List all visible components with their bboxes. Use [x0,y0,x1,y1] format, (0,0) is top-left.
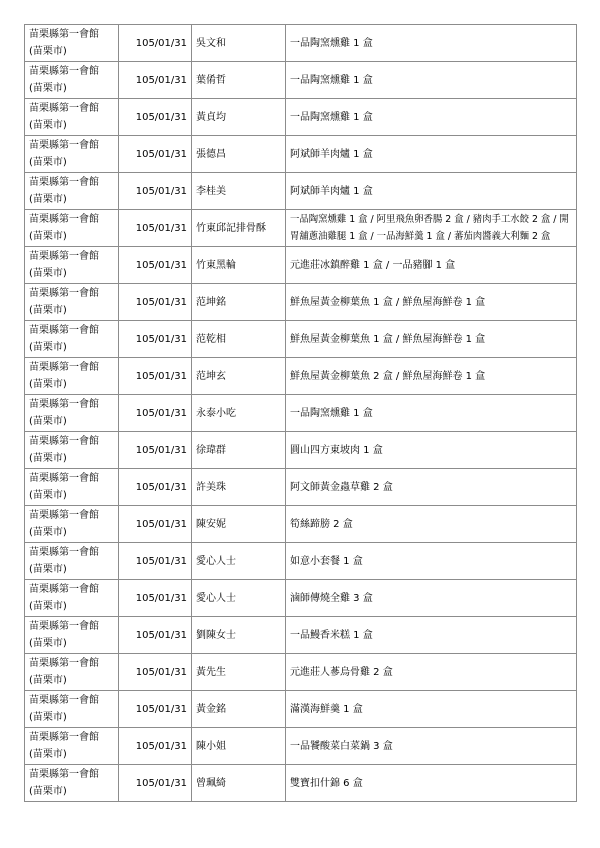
venue-cell [25,543,119,580]
venue-city: (苗栗市) [29,564,67,575]
items-cell: 阿斌師羊肉爐 1 盒 [286,136,577,173]
date-cell: 105/01/31 [119,284,192,321]
date-cell: 105/01/31 [119,469,192,506]
venue-cell [25,99,119,136]
table-row [25,99,577,136]
items-cell: 滷師傳燒全雞 3 盒 [286,580,577,617]
items-cell: 一品陶窯燻雞 1 盒 [286,99,577,136]
venue-cell [25,62,119,99]
date-cell: 105/01/31 [119,25,192,62]
table-row [25,321,577,358]
donor-cell: 永泰小吃 [192,395,286,432]
donor-cell: 徐瑋群 [192,432,286,469]
items-cell: 圓山四方東坡肉 1 盒 [286,432,577,469]
items-cell: 鮮魚屋黃金柳葉魚 1 盒 / 鮮魚屋海鮮卷 1 盒 [286,321,577,358]
items-cell: 一品陶窯燻雞 1 盒 / 阿里飛魚卵香腸 2 盒 / 豬肉手工水餃 2 盒 / 開胃舖蔥油雞腿 1 盒 / 一品海鮮羹 1 盒 / 蕃茄肉醬義大利麵 2 盒 [286,210,577,247]
table-row [25,173,577,210]
venue-cell [25,728,119,765]
donor-cell: 劉陳女士 [192,617,286,654]
date-cell: 105/01/31 [119,136,192,173]
venue-cell [25,469,119,506]
table-row [25,284,577,321]
items-cell: 雙寶扣什錦 6 盒 [286,765,577,802]
donor-cell: 陳安妮 [192,506,286,543]
venue-name: 苗栗縣第一會館 [29,695,99,706]
items-cell: 鮮魚屋黃金柳葉魚 1 盒 / 鮮魚屋海鮮卷 1 盒 [286,284,577,321]
items-cell: 一品饕酸菜白菜鍋 3 盒 [286,728,577,765]
table-row [25,358,577,395]
table-row [25,728,577,765]
donor-cell: 陳小姐 [192,728,286,765]
table-row [25,543,577,580]
table-row [25,654,577,691]
date-cell: 105/01/31 [119,99,192,136]
date-cell: 105/01/31 [119,62,192,99]
venue-name: 苗栗縣第一會館 [29,29,99,40]
items-cell: 筍絲蹄膀 2 盒 [286,506,577,543]
venue-name: 苗栗縣第一會館 [29,621,99,632]
venue-cell [25,617,119,654]
date-cell: 105/01/31 [119,543,192,580]
table-row [25,691,577,728]
items-cell: 阿斌師羊肉爐 1 盒 [286,173,577,210]
date-cell: 105/01/31 [119,506,192,543]
venue-name: 苗栗縣第一會館 [29,66,99,77]
table-row [25,247,577,284]
table-row [25,395,577,432]
table-row [25,617,577,654]
venue-cell [25,691,119,728]
items-cell: 阿文師黃金蟲草雞 2 盒 [286,469,577,506]
venue-city: (苗栗市) [29,712,67,723]
venue-name: 苗栗縣第一會館 [29,251,99,262]
venue-city: (苗栗市) [29,379,67,390]
venue-city: (苗栗市) [29,120,67,131]
table-row [25,136,577,173]
venue-city: (苗栗市) [29,231,67,242]
venue-name: 苗栗縣第一會館 [29,473,99,484]
donor-cell: 吳文和 [192,25,286,62]
date-cell: 105/01/31 [119,765,192,802]
donor-cell: 黃金銘 [192,691,286,728]
items-cell: 元進莊人蔘烏骨雞 2 盒 [286,654,577,691]
venue-cell [25,25,119,62]
table-row [25,210,577,247]
date-cell: 105/01/31 [119,580,192,617]
donor-cell: 許美珠 [192,469,286,506]
donor-cell: 竹東黑輪 [192,247,286,284]
date-cell: 105/01/31 [119,173,192,210]
items-cell: 一品陶窯燻雞 1 盒 [286,25,577,62]
venue-cell [25,432,119,469]
date-cell: 105/01/31 [119,728,192,765]
donor-cell: 張德昌 [192,136,286,173]
items-cell: 鮮魚屋黃金柳葉魚 2 盒 / 鮮魚屋海鮮卷 1 盒 [286,358,577,395]
items-cell: 一品陶窯燻雞 1 盒 [286,62,577,99]
date-cell: 105/01/31 [119,432,192,469]
venue-cell [25,284,119,321]
date-cell: 105/01/31 [119,395,192,432]
date-cell: 105/01/31 [119,247,192,284]
venue-name: 苗栗縣第一會館 [29,288,99,299]
venue-city: (苗栗市) [29,675,67,686]
venue-name: 苗栗縣第一會館 [29,140,99,151]
date-cell: 105/01/31 [119,654,192,691]
items-cell: 一品陶窯燻雞 1 盒 [286,395,577,432]
table-row [25,469,577,506]
venue-name: 苗栗縣第一會館 [29,658,99,669]
table-row [25,62,577,99]
venue-cell [25,321,119,358]
donor-cell: 范乾相 [192,321,286,358]
date-cell: 105/01/31 [119,358,192,395]
donor-cell: 竹東邱記排骨酥 [192,210,286,247]
date-cell: 105/01/31 [119,691,192,728]
venue-city: (苗栗市) [29,416,67,427]
donor-cell: 范坤玄 [192,358,286,395]
venue-name: 苗栗縣第一會館 [29,547,99,558]
venue-city: (苗栗市) [29,83,67,94]
venue-name: 苗栗縣第一會館 [29,177,99,188]
donor-cell: 范坤銘 [192,284,286,321]
venue-cell [25,395,119,432]
venue-city: (苗栗市) [29,490,67,501]
venue-city: (苗栗市) [29,305,67,316]
venue-cell [25,580,119,617]
venue-name: 苗栗縣第一會館 [29,325,99,336]
table-row [25,432,577,469]
donor-cell: 愛心人士 [192,580,286,617]
venue-city: (苗栗市) [29,638,67,649]
donor-cell: 愛心人士 [192,543,286,580]
donor-cell: 黃貞均 [192,99,286,136]
venue-cell [25,654,119,691]
venue-name: 苗栗縣第一會館 [29,732,99,743]
venue-cell [25,247,119,284]
venue-name: 苗栗縣第一會館 [29,436,99,447]
table-row [25,506,577,543]
items-cell: 如意小套餐 1 盒 [286,543,577,580]
venue-city: (苗栗市) [29,157,67,168]
venue-name: 苗栗縣第一會館 [29,399,99,410]
items-cell: 滿漢海鮮羹 1 盒 [286,691,577,728]
items-cell: 一品鰻香米糕 1 盒 [286,617,577,654]
venue-cell [25,506,119,543]
donor-cell: 李桂美 [192,173,286,210]
venue-city: (苗栗市) [29,601,67,612]
items-cell: 元進莊冰鎮醉雞 1 盒 / 一品豬腳 1 盒 [286,247,577,284]
venue-city: (苗栗市) [29,342,67,353]
table-row [25,765,577,802]
venue-name: 苗栗縣第一會館 [29,362,99,373]
table-row [25,580,577,617]
venue-city: (苗栗市) [29,749,67,760]
donor-cell: 葉倄哲 [192,62,286,99]
venue-name: 苗栗縣第一會館 [29,769,99,780]
donation-table-body [25,25,577,802]
venue-cell [25,210,119,247]
venue-city: (苗栗市) [29,527,67,538]
date-cell: 105/01/31 [119,617,192,654]
venue-name: 苗栗縣第一會館 [29,510,99,521]
venue-cell [25,765,119,802]
venue-city: (苗栗市) [29,268,67,279]
venue-city: (苗栗市) [29,453,67,464]
venue-city: (苗栗市) [29,46,67,57]
donor-cell: 黃先生 [192,654,286,691]
venue-name: 苗栗縣第一會館 [29,584,99,595]
venue-city: (苗栗市) [29,194,67,205]
venue-cell [25,136,119,173]
date-cell: 105/01/31 [119,321,192,358]
date-cell: 105/01/31 [119,210,192,247]
venue-name: 苗栗縣第一會館 [29,214,99,225]
venue-city: (苗栗市) [29,786,67,797]
table-row [25,25,577,62]
venue-cell [25,173,119,210]
donation-table [24,24,577,802]
donor-cell: 曾珮綺 [192,765,286,802]
venue-cell [25,358,119,395]
venue-name: 苗栗縣第一會館 [29,103,99,114]
